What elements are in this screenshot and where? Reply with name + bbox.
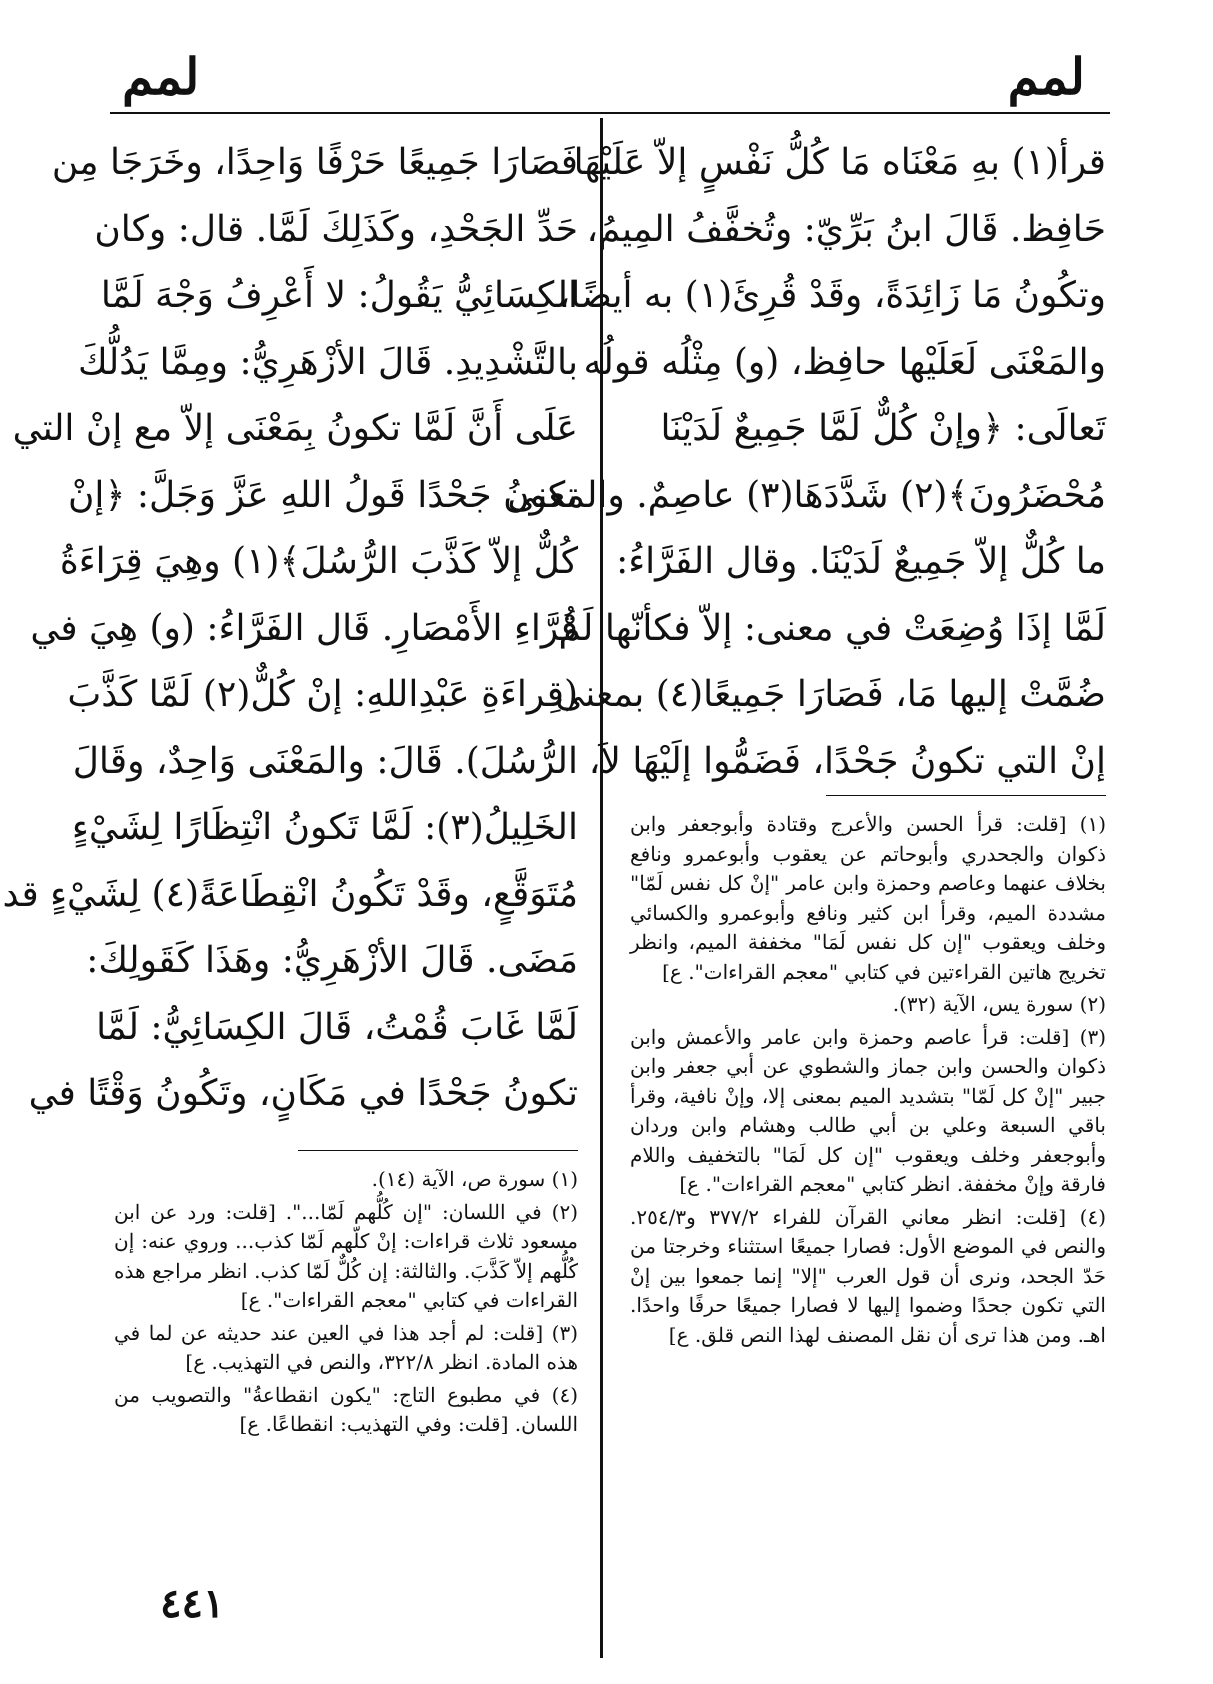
right-column (507, 0, 1107, 1684)
text-line: قُرَّاءِ الأَمْصَارِ. قَال الفَرَّاءُ: (و) هِيَ في (30, 607, 578, 649)
text-line: الخَلِيلُ(٣): لَمَّا تَكونُ انْتِظَارًا لِشَيْءٍ (71, 807, 578, 848)
footnote-rule (826, 795, 1106, 796)
text-line: مُحْضَرُونَ﴾(٢) شَدَّدَهَا(٣) عاصِمٌ. والمعنى (507, 474, 1106, 516)
text-line: الرُّسُلَ). قَالَ: والمَعْنَى وَاحِدٌ، وقَالَ (72, 740, 578, 782)
text-line: حَدِّ الجَحْدِ، وكَذَلِكَ لَمَّا. قال: وكان (94, 208, 578, 250)
footnote: (٤) في مطبوع التاج: "يكون انقطاعةُ" والتصويب من اللسان. [قلت: وفي التهذيب: انقطاعًا. ع] (114, 1382, 578, 1436)
text-line: مُتَوَقَّعٍ، وقَدْ تَكُونُ انْقِطَاعَةً(٤) لِشَيْءٍ قد (2, 873, 578, 915)
footnote: (٤) [قلت: انظر معاني القرآن للفراء ٣٧٧/٢ و٢٥٤/٣. والنص في الموضع الأول: فصارا جميعًا استثناء وخرجتا من حَدّ الجحد، ونرى أن قول العرب "إلا" إنما جمعوا بين إنْ التي تكون جحدًا وضموا إليها لا فصارا جميعًا حرفًا واحدًا. اهـ. ومن هذا ترى أن نقل المصنف لهذا النص قلق. ع] (630, 1204, 1106, 1347)
text-line: تكونُ جَحْدًا قَولُ اللهِ عَزَّ وَجَلَّ: ﴿إنْ (67, 474, 578, 516)
footnote: (١) سورة ص، الآية (١٤). (371, 1167, 578, 1191)
text-line: حَافِظ. قَالَ ابنُ بَرِّيّ: وتُخفَّفُ المِيمُ، (586, 208, 1106, 250)
footnote-rule (298, 1150, 578, 1151)
text-line: تَعالَى: ﴿وإنْ كُلٌّ لَمَّا جَمِيعٌ لَدَيْنَا (660, 408, 1106, 449)
text-line: عَلَى أَنَّ لَمَّا تكونُ بِمَعْنَى إلاّ مع إنْ التي (12, 408, 578, 449)
text-line: والمَعْنَى لَعَلَيْها حافِظ، (و) مِثْلُه قولُه (583, 341, 1106, 383)
page-number: ٤٤١ (160, 1580, 225, 1627)
right-column-body (507, 130, 1106, 795)
text-line: قرأ(١) بهِ مَعْنَاه مَا كُلُّ نَفْسٍ إلاّ عَلَيْهَا (573, 142, 1106, 183)
text-line: كُلٌّ إلاّ كَذَّبَ الرُّسُلَ﴾(١) وهِيَ قِرَاءَةُ (59, 541, 578, 582)
text-line: مَضَى. قَالَ الأزْهَرِيُّ: وهَذَا كَقَولِكَ: (86, 940, 578, 981)
text-line: تكونُ جَحْدًا في مَكَانٍ، وتَكُونُ وَقْتًا في (28, 1073, 578, 1114)
running-head-right: لمم (1007, 47, 1085, 106)
text-line: لَمَّا إذَا وُضِعَتْ في معنى: إلاّ فكأنّها لَمْ (558, 607, 1106, 649)
right-footnotes (630, 810, 1106, 1353)
text-line: فَصَارَا جَمِيعًا حَرْفًا وَاحِدًا، وخَرَجَا مِن (51, 142, 578, 183)
footnote: (٢) في اللسان: "إن كُلُّهم لَمّا...". [قلت: ورد عن ابن مسعود ثلاث قراءات: إنْ كلّهم لَمّا كذب... وروي عنه: إن كُلُّهم إلاّ كَذَّبَ. والثالثة: إن كُلٌّ لَمّا كذب. انظر مراجع هذه القراءات في كتابي "معجم القراءات". ع] (114, 1199, 578, 1312)
text-line: ما كُلٌّ إلاّ جَمِيعٌ لَدَيْنَا. وقال الفَرَّاءُ: (616, 541, 1106, 582)
text-line: وتكُونُ مَا زَائِدَةً، وقَدْ قُرِئَ(١) به أيضًا، (558, 275, 1106, 316)
footnote: (٢) سورة يس، الآية (٣٢). (892, 992, 1106, 1016)
footnote: (١) [قلت: قرأ الحسن والأعرج وقتادة وأبوجعفر وابن ذكوان والجحدري وأبوحاتم عن يعقوب وأبوعمرو ونافع بخلاف عنهما وعاصم وحمزة وابن عامر "إنْ كل نفس لَمّا" مشددة الميم، وقرأ ابن كثير ونافع وأبوعمرو والكسائي وخلف ويعقوب "إن كل نفس لَمَا" مخففة الميم، وانظر تخريج هاتين القراءتين في كتابي "معجم القراءات". ع] (630, 812, 1106, 984)
left-column (2, 0, 578, 1684)
left-column-body (2, 130, 578, 1128)
text-line: ضُمَّتْ إليها مَا، فَصَارَا جَمِيعًا(٤) بمعنى (555, 674, 1106, 715)
left-footnotes (114, 1165, 578, 1443)
text-line: (قِراءَةِ عَبْدِاللهِ: إنْ كُلٌّ(٢) لَمَّا كَذَّبَ (67, 674, 578, 715)
running-head-left: لمم (122, 47, 200, 106)
text-line: إنْ التي تكونُ جَحْدًا، فَضَمُّوا إلَيْهَا لاَ، (588, 740, 1106, 782)
text-line: لَمَّا غَابَ قُمْتُ، قَالَ الكِسَائِيُّ: لَمَّا (96, 1006, 578, 1048)
text-line: الكِسَائِيُّ يَقُولُ: لا أَعْرِفُ وَجْهَ لَمَّا (100, 275, 578, 316)
footnote: (٣) [قلت: لم أجد هذا في العين عند حديثه عن لما في هذه المادة. انظر ٣٢٢/٨، والنص في التهذيب. ع] (114, 1320, 578, 1374)
footnote: (٣) [قلت: قرأ عاصم وحمزة وابن عامر والأعمش وابن ذكوان والحسن وابن جماز والشطوي عن أبي جعفر وابن جبير "إنْ كل لَمّا" بتشديد الميم بمعنى إلا، وإنْ نافية، وقرأ باقي السبعة وعلي بن أبي طالب وهشام وابن وردان وأبوجعفر وخلف ويعقوب "إن كل لَمَا" بالتخفيف واللام فارقة وإنْ مخففة. انظر كتابي "معجم القراءات". ع] (630, 1024, 1107, 1196)
text-line: بالتَّشْدِيدِ. قَالَ الأزْهَرِيُّ: ومِمَّا يَدُلُّكَ (77, 341, 578, 383)
